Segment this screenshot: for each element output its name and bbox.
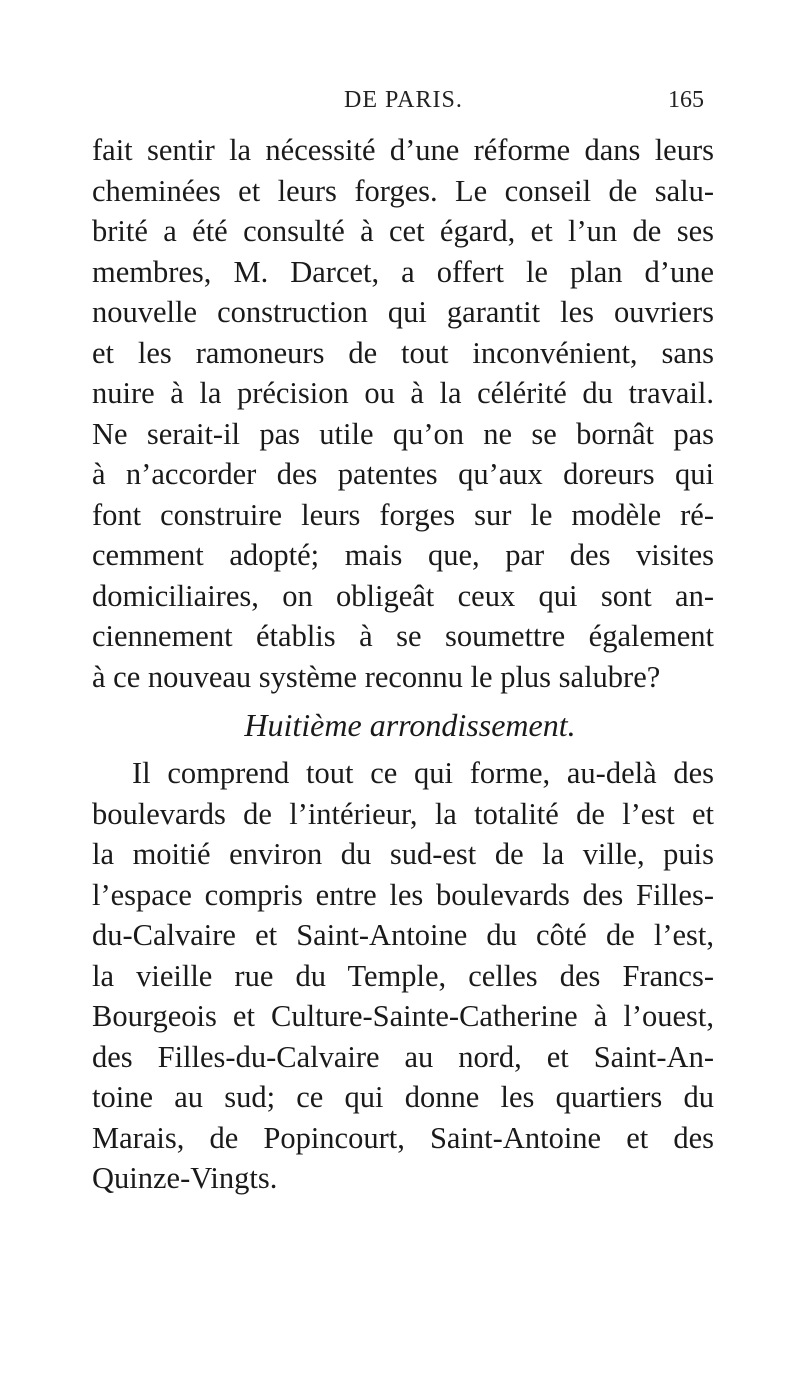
text-line: à ce nouveau système reconnu le plus salubre? [92,659,661,694]
text-line: Ne serait-il pas utile qu’on ne se bornât pas [92,416,714,451]
running-head [0,87,800,127]
text-line: Quinze-Vingts. [92,1161,278,1195]
text-line: boulevards de l’intérieur, la totalité de l’est et [92,796,714,831]
text-line: nuire à la précision ou à la célérité du travail. [92,376,714,410]
text-line: brité a été consulté à cet égard, et l’un de ses [92,214,714,248]
paragraph-1 [92,130,714,697]
text-line: à n’accorder des patentes qu’aux doreurs qui [92,457,714,491]
text-line: cemment adopté; mais que, par des visites [92,538,714,572]
text-line: la vieille rue du Temple, celles des Francs- [92,958,714,993]
text-line: ciennement établis à se soumettre également [92,619,714,653]
text-line: l’espace compris entre les boulevards des Filles- [92,877,714,912]
section-heading: Huitième arrondissement. [244,707,576,743]
text-line: nouvelle construction qui garantit les ouvriers [92,295,714,329]
text-line: Il comprend tout ce qui forme, au-delà des [132,756,714,790]
text-line: domiciliaires, on obligeât ceux qui sont an- [92,578,714,613]
text-line: font construire leurs forges sur le modèle ré- [92,497,714,532]
running-title: DE PARIS. [344,87,463,113]
text-line: Marais, de Popincourt, Saint-Antoine et des [92,1120,714,1155]
text-line: fait sentir la nécessité d’une réforme dans leurs [92,133,714,167]
text-line: du-Calvaire et Saint-Antoine du côté de l’est, [92,918,714,952]
text-line: des Filles-du-Calvaire au nord, et Saint-An- [92,1039,714,1074]
text-line: la moitié environ du sud-est de la ville, puis [92,837,714,871]
text-line: membres, M. Darcet, a offert le plan d’une [92,254,714,289]
text-line: toine au sud; ce qui donne les quartiers du [92,1080,714,1114]
body-text [92,130,714,1199]
page-number: 165 [668,87,704,113]
text-line: et les ramoneurs de tout inconvénient, sans [92,335,714,370]
text-line: cheminées et leurs forges. Le conseil de salu- [92,173,714,208]
paragraph-2 [92,753,714,1199]
text-line: Bourgeois et Culture-Sainte-Catherine à l’ouest, [92,999,714,1033]
